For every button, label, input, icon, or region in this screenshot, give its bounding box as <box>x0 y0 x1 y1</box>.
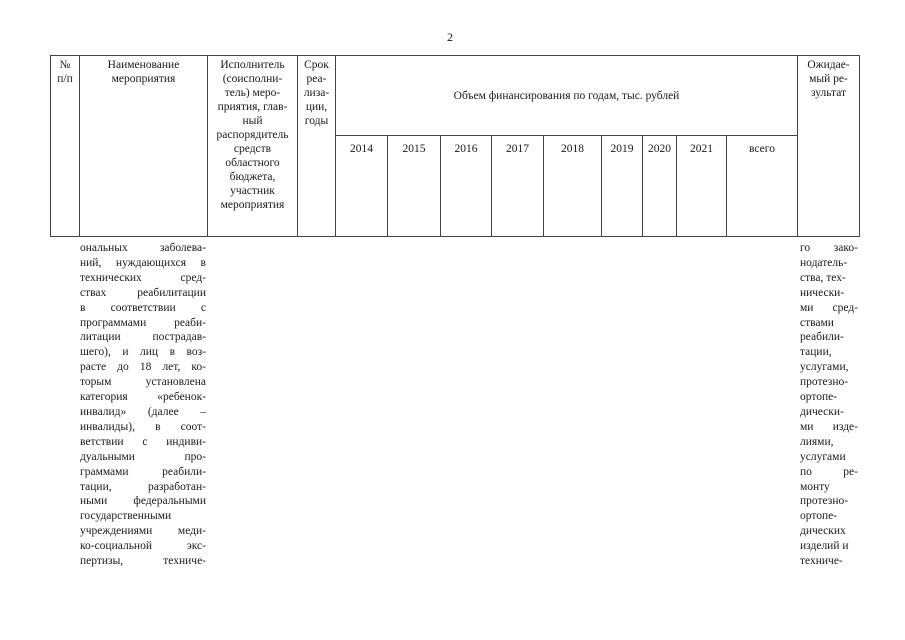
header-cell-name: Наименование мероприятия <box>80 56 208 237</box>
expected-result-line: дически- <box>800 405 844 418</box>
event-name-line: пертизы, техниче- <box>80 555 206 568</box>
expected-result-line: нически- <box>800 286 845 299</box>
event-name-line: расте до 18 лет, ко- <box>80 361 206 374</box>
event-name-text <box>80 241 206 569</box>
expected-result-line: реабили- <box>800 331 844 344</box>
event-name-line: ко-социальной экс- <box>80 540 206 553</box>
expected-result-line: по ре- <box>800 465 858 478</box>
expected-result-line: тации, <box>800 346 832 359</box>
expected-result-line: лиями, <box>800 435 834 448</box>
program-table-header <box>50 55 860 237</box>
event-name-line: категория «ребенок- <box>80 391 206 404</box>
header-cell-executor: Исполнитель (соисполни- тель) меро- приятия, глав- ный распорядитель средств областного бюджета, участник мероприятия <box>208 56 298 237</box>
year-2017: 2017 <box>492 136 544 237</box>
event-name-line: в соответствии с <box>80 301 206 314</box>
event-name-line: инвалиды), в соот- <box>80 420 206 433</box>
event-name-line: технических сред- <box>80 271 206 284</box>
event-name-line: учреждениями меди- <box>80 525 206 538</box>
expected-result-line: услугами, <box>800 361 849 374</box>
expected-result-line: нодатель- <box>800 256 848 269</box>
event-name-line: торым установлена <box>80 376 206 389</box>
expected-result-line: изделий и <box>800 540 849 553</box>
year-total: всего <box>727 136 798 237</box>
event-name-line: государственными <box>80 510 172 523</box>
event-name-line: ний, нуждающихся в <box>80 256 206 269</box>
expected-result-text <box>800 241 858 569</box>
event-name-line: дуальными про- <box>80 450 206 463</box>
year-2014: 2014 <box>336 136 388 237</box>
event-name-line: ветствии с индиви- <box>80 435 206 448</box>
year-2018: 2018 <box>544 136 602 237</box>
event-name-line: ствах реабилитации <box>80 286 206 299</box>
expected-result-line: монту <box>800 480 830 493</box>
event-name-line: программами реаби- <box>80 316 206 329</box>
expected-result-line: услугами <box>800 450 846 463</box>
expected-result-line: протезно- <box>800 376 849 389</box>
year-2020: 2020 <box>643 136 677 237</box>
event-name-line: тации, разработан- <box>80 480 206 493</box>
header-cell-number: № п/п <box>51 56 80 237</box>
header-cell-term: Срок реа- лиза- ции, годы <box>298 56 336 237</box>
page-number: 2 <box>447 30 453 44</box>
expected-result-line: ортопе- <box>800 391 838 404</box>
expected-result-line: ми изде- <box>800 420 858 433</box>
expected-result-line: дических <box>800 525 846 538</box>
expected-result-line: техниче- <box>800 555 843 568</box>
event-name-line: ональных заболева- <box>80 242 206 254</box>
expected-result-line: ства, тех- <box>800 271 846 284</box>
event-name-line: ными федеральными <box>80 495 206 508</box>
year-2015: 2015 <box>388 136 441 237</box>
expected-result-line: ми сред- <box>800 301 858 314</box>
header-cell-funding: Объем финансирования по годам, тыс. рублей <box>336 56 798 136</box>
event-name-line: шего), и лиц в воз- <box>80 346 206 359</box>
year-2021: 2021 <box>677 136 727 237</box>
header-cell-result: Ожидае- мый ре- зультат <box>798 56 860 237</box>
expected-result-line: ствами <box>800 316 834 329</box>
year-2016: 2016 <box>441 136 492 237</box>
event-name-line: литации пострадав- <box>80 331 206 344</box>
year-2019: 2019 <box>602 136 643 237</box>
expected-result-line: протезно- <box>800 495 849 508</box>
expected-result-line: го зако- <box>800 242 858 254</box>
expected-result-line: ортопе- <box>800 510 838 523</box>
event-name-line: граммами реабили- <box>80 465 206 478</box>
event-name-line: инвалид» (далее – <box>80 405 206 418</box>
